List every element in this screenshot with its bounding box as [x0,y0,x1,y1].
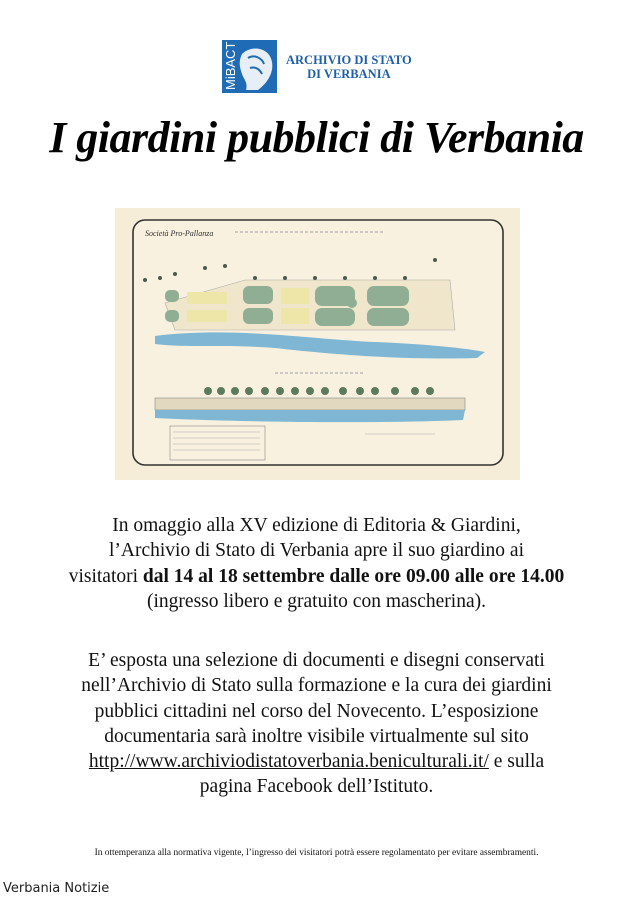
text-line [0,564,633,589]
watermark: Verbania Notizie [3,881,110,896]
announcement-paragraph [0,513,633,614]
text-line: pubblici cittadini nel corso del Novecento. L’esposizione [94,700,539,722]
text-line [0,749,633,774]
footer-note: In ottemperanza alla normativa vigente, l’ingresso dei visitatori potrà essere regolamentato per evitare assembramenti. [94,848,539,858]
text-span: e sulla [488,751,545,773]
head-silhouette-icon [240,48,273,90]
text-line: E’ esposta una selezione di documenti e disegni conservati [88,650,545,671]
institution-name [286,53,412,81]
text-line: nell’Archivio di Stato sulla formazione e la cura dei giardini [81,675,552,697]
exhibition-paragraph [0,648,633,800]
dates-hours: dal 14 al 18 settembre dalle ore 09.00 alle ore 14.00 [142,565,565,587]
mibact-logo [222,40,277,93]
text-span: visitatori [68,565,143,587]
text-line: (ingresso libero e gratuito con mascherina). [147,590,486,612]
institution-line1: ARCHIVIO DI STATO [286,53,412,67]
plan-inscription: Società Pro-Pallanza [145,229,214,238]
institution-line2: DI VERBANIA [307,67,391,81]
historic-garden-plan-image [115,208,520,480]
archive-website-link[interactable]: http://www.archiviodistatoverbania.beniculturali.it/ [88,751,489,773]
text-line: l’Archivio di Stato di Verbania apre il suo giardino ai [108,540,524,562]
text-line: In omaggio alla XV edizione di Editoria & Giardini, [112,515,521,536]
text-line: pagina Facebook dell’Istituto. [199,776,434,798]
text-line: documentaria sarà inoltre visibile virtualmente sul sito [104,725,529,747]
page-title: I giardini pubblici di Verbania [49,113,584,162]
logo-mark-text: MiBACT [223,41,238,90]
